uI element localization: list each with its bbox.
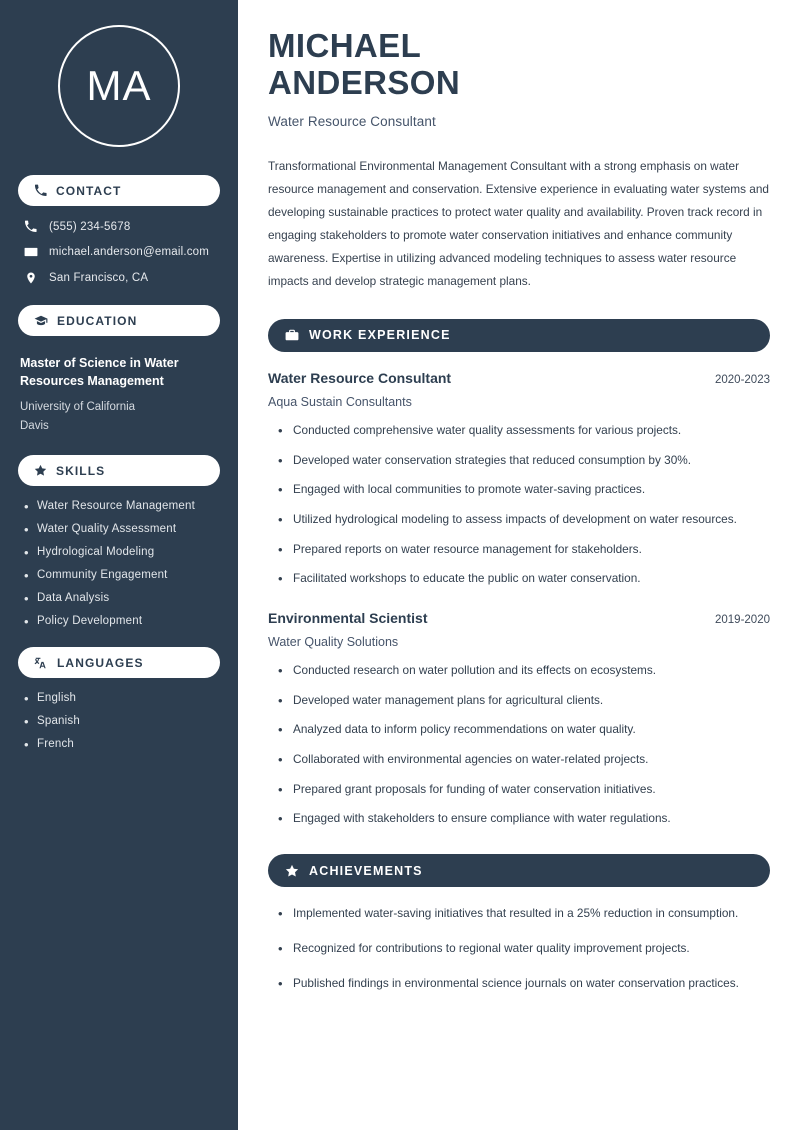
contact-location[interactable]	[18, 271, 220, 285]
list-item: • Developed water management plans for agricultural clients.	[278, 692, 770, 710]
education-school: University of California	[20, 401, 136, 414]
phone-icon	[23, 220, 38, 233]
contact-email-value: michael.anderson@email.com	[49, 246, 210, 258]
job-title: Environmental Scientist	[268, 610, 428, 627]
list-item: • Prepared reports on water resource management for stakeholders.	[278, 541, 770, 559]
graduation-cap-icon	[34, 314, 48, 328]
list-item: • Water Resource Management	[24, 500, 220, 512]
languages-heading: LANGUAGES	[57, 655, 144, 670]
star-icon	[34, 464, 47, 477]
contact-email[interactable]	[18, 245, 220, 259]
work-experience-heading: WORK EXPERIENCE	[309, 328, 451, 343]
job-entry	[268, 610, 770, 828]
list-item: • Prepared grant proposals for funding of water conservation initiatives.	[278, 781, 770, 799]
sidebar-section-education-header	[18, 305, 220, 336]
list-item: • Engaged with stakeholders to ensure compliance with water regulations.	[278, 810, 770, 828]
list-item: • Facilitated workshops to educate the public on water conservation.	[278, 570, 770, 588]
list-item: • Policy Development	[24, 615, 220, 627]
translate-icon	[34, 656, 48, 670]
sidebar-section-languages-header	[18, 647, 220, 678]
avatar-wrapper	[18, 25, 220, 147]
sidebar	[0, 0, 238, 1130]
list-item: • Recognized for contributions to regional water quality improvement projects.	[278, 940, 770, 958]
list-item: • English	[24, 692, 220, 704]
page-title	[268, 28, 770, 102]
list-item: • French	[24, 738, 220, 750]
job-bullets	[268, 662, 770, 828]
skills-list	[18, 500, 220, 627]
avatar: MA	[58, 25, 180, 147]
skills-heading: SKILLS	[56, 463, 106, 478]
job-company: Water Quality Solutions	[268, 635, 399, 650]
last-name: ANDERSON	[268, 63, 461, 101]
education-location: Davis	[20, 419, 49, 432]
job-company: Aqua Sustain Consultants	[268, 394, 412, 409]
list-item: • Developed water conservation strategies that reduced consumption by 30%.	[278, 452, 770, 470]
professional-summary: Transformational Environmental Management Consultant with a strong emphasis on water resource management and conservation. Extensive experience in evaluating water systems and developing sustainable practices to protect water quality and availability. Proven track record in engaging stakeholders to promote water conservation initiatives and enhance community awareness. Expertise in utilizing advanced modeling techniques to assess water resource impacts and develop strategic management plans.	[268, 158, 769, 288]
list-item: • Analyzed data to inform policy recommendations on water quality.	[278, 721, 770, 739]
contact-phone-value: (555) 234-5678	[49, 220, 131, 233]
phone-icon	[34, 184, 47, 197]
job-entry	[268, 370, 770, 588]
list-item: • Utilized hydrological modeling to assess impacts of development on water resources.	[278, 511, 770, 529]
job-bullets	[268, 422, 770, 588]
star-icon	[285, 864, 299, 878]
list-item: • Conducted comprehensive water quality assessments for various projects.	[278, 422, 770, 440]
education-heading: EDUCATION	[57, 313, 138, 328]
contact-phone[interactable]	[18, 220, 220, 233]
job-header	[268, 370, 770, 386]
sidebar-section-contact-header	[18, 175, 220, 206]
envelope-icon	[23, 245, 38, 259]
list-item: • Conducted research on water pollution and its effects on ecosystems.	[278, 662, 770, 680]
achievements-list	[268, 905, 770, 992]
section-header-achievements	[268, 854, 770, 887]
first-name: MICHAEL	[268, 27, 422, 64]
list-item: • Spanish	[24, 715, 220, 727]
list-item: • Data Analysis	[24, 592, 220, 604]
job-dates: 2020-2023	[715, 373, 770, 386]
list-item: • Water Quality Assessment	[24, 523, 220, 535]
map-pin-icon	[23, 271, 38, 285]
list-item: • Implemented water-saving initiatives that resulted in a 25% reduction in consumption.	[278, 905, 770, 923]
job-role-subtitle: Water Resource Consultant	[268, 113, 436, 129]
list-item: • Published findings in environmental science journals on water conservation practices.	[278, 975, 770, 993]
languages-list	[18, 692, 220, 750]
main-content	[238, 0, 800, 1130]
list-item: • Engaged with local communities to promote water-saving practices.	[278, 481, 770, 499]
list-item: • Community Engagement	[24, 569, 220, 581]
list-item: • Collaborated with environmental agencies on water-related projects.	[278, 751, 770, 769]
list-item: • Hydrological Modeling	[24, 546, 220, 558]
job-header	[268, 610, 770, 626]
job-title: Water Resource Consultant	[268, 369, 452, 386]
education-degree: Master of Science in Water Resources Management	[20, 356, 179, 389]
section-header-work-experience	[268, 319, 770, 352]
contact-location-value: San Francisco, CA	[49, 272, 149, 284]
job-dates: 2019-2020	[715, 614, 770, 627]
contact-heading: CONTACT	[56, 183, 122, 198]
achievements-heading: ACHIEVEMENTS	[309, 863, 423, 878]
briefcase-icon	[285, 328, 299, 342]
sidebar-section-skills-header	[18, 455, 220, 486]
